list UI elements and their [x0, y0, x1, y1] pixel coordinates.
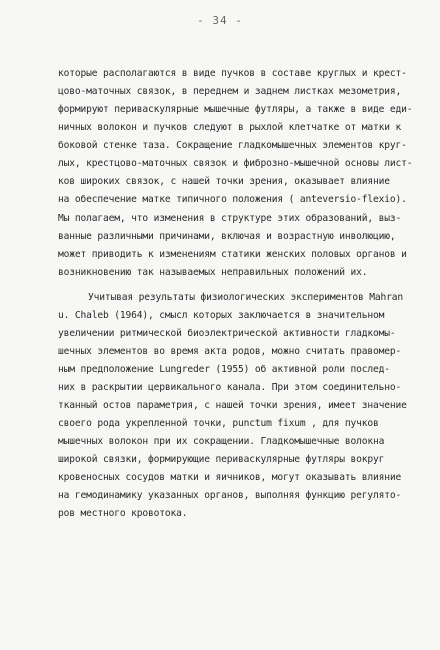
- text-line: увеличении ритмической биоэлектрической активности гладкомы-: [58, 328, 396, 339]
- text-line: лых, крестцово-маточных связок и фиброзно-мышечной основы лист-: [58, 158, 413, 169]
- text-line: ванные различными причинами, включая и возрастную инволюцию,: [58, 231, 396, 242]
- text-line: шечных элементов во время акта родов, можно считать правомер-: [58, 346, 402, 357]
- text-line: кровеносных сосудов матки и яичников, могут оказывать влияние: [58, 472, 402, 483]
- text-line: на гемодинамику указанных органов, выполняя функцию регулято-: [58, 490, 402, 501]
- text-line: Учитывая результаты физиологических экспериментов Mahran: [88, 292, 404, 303]
- text-line: u. Chaleb (1964), смысл которых заключается в значительном: [58, 310, 385, 321]
- text-line: которые располагаются в виде пучков в составе круглых и крест-: [58, 68, 407, 79]
- text-line: боковой стенке таза. Сокращение гладкомышечных элементов круг-: [58, 140, 407, 151]
- text-line: ков широких связок, с нашей точки зрения, оказывает влияние: [58, 176, 390, 187]
- text-line: на обеспечение матке типичного положения ( anteversio-flexio).: [58, 194, 407, 205]
- text-line: тканный остов параметрия, с нашей точки зрения, имеет значение: [58, 400, 407, 411]
- text-line: ров местного кровотока.: [58, 508, 188, 519]
- text-line: формируют периваскулярные мышечные футляры, а также в виде еди-: [58, 104, 413, 115]
- text-line: ничных волокон и пучков следуют в рыхлой клетчатке от матки к: [58, 122, 402, 133]
- text-line: них в раскрытии цервикального канала. При этом соединительно-: [58, 382, 402, 393]
- text-line: ным предположение Lungreder (1955) об активной роли послед-: [58, 364, 390, 375]
- page-number: - 34 -: [197, 14, 243, 27]
- text-line: широкой связки, формирующие периваскулярные футляры вокруг: [58, 454, 385, 465]
- text-line: мышечных волокон при их сокращении. Гладкомышечные волокна: [58, 436, 385, 447]
- text-line: Мы полагаем, что изменения в структуре этих образований, выз-: [58, 213, 402, 224]
- text-line: может приводить к изменениям статики женских половых органов и: [58, 249, 407, 260]
- text-line: своего рода укрепленной точки, punctum fixum , для пучков: [58, 418, 379, 429]
- text-line: возникновению так называемых неправильных положений их.: [58, 267, 368, 278]
- text-line: цово-маточных связок, в переднем и заднем листках мезометрия,: [58, 86, 402, 97]
